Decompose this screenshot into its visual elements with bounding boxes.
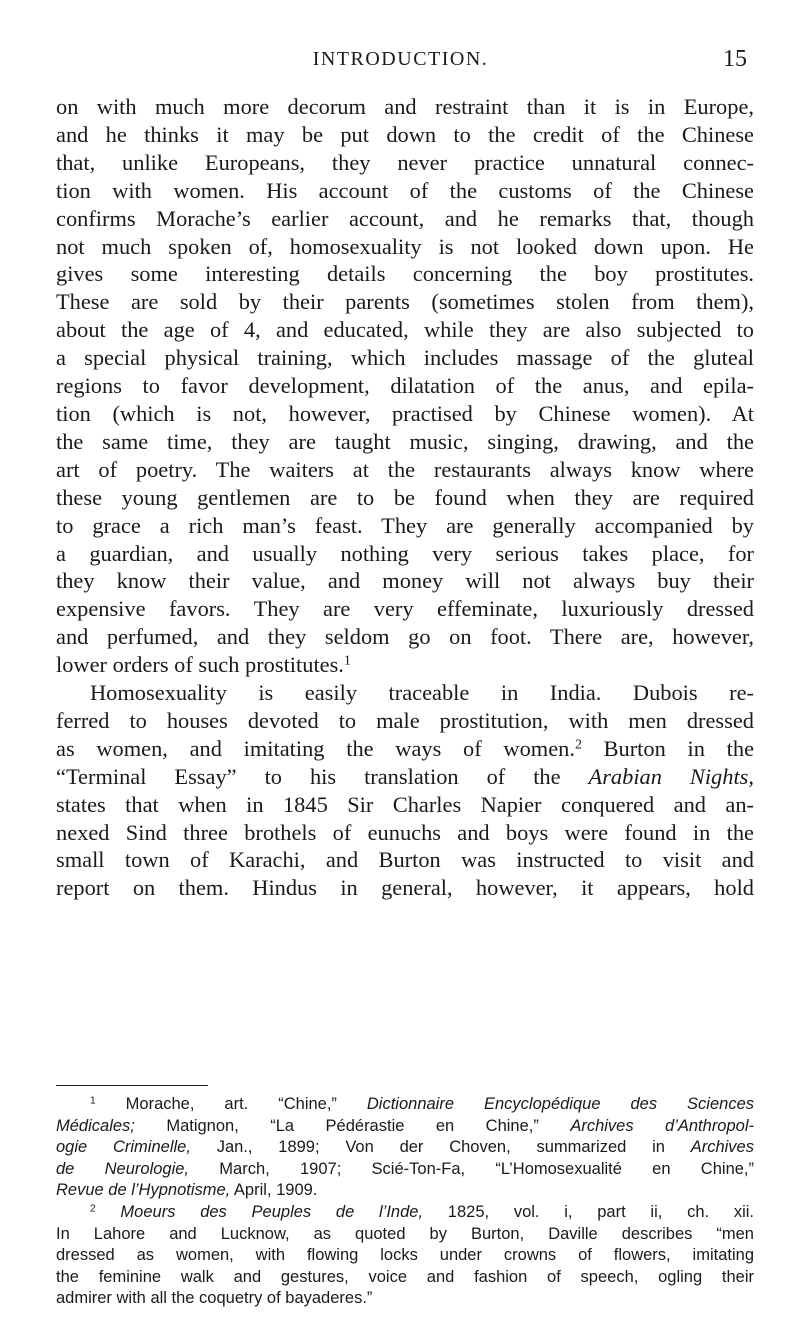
footnote-2 <box>56 1202 754 1224</box>
text-span: April, 1909. <box>230 1181 318 1200</box>
footnote-divider <box>56 1085 208 1086</box>
text-line: These are sold by their parents (sometimes stolen from them), <box>56 289 754 315</box>
book-title: Médicales; <box>56 1116 135 1135</box>
text-line <box>56 763 754 791</box>
footnote-line <box>56 1137 754 1159</box>
footnote-marker: 2 <box>90 1203 96 1215</box>
text-line: confirms Morache’s earlier account, and he remarks that, though <box>56 205 754 231</box>
footnote-line <box>56 1159 754 1181</box>
text-line: states that when in 1845 Sir Charles Napier conquered and an- <box>56 791 754 817</box>
text-span: Matignon, “La Pédérastie en Chine,” <box>134 1116 571 1135</box>
footnotes <box>56 1094 754 1310</box>
book-title: Moeurs des Peuples de l’Inde, <box>95 1202 424 1221</box>
text-line: a special physical training, which includes massage of the gluteal <box>56 345 754 371</box>
footnote-line: the feminine walk and gestures, voice and fashion of speech, ogling their <box>56 1267 754 1286</box>
book-title: de Neurologie, <box>56 1159 190 1178</box>
text-line: tion with women. His account of the customs of the Chinese <box>56 177 754 203</box>
text-line: the same time, they are taught music, singing, drawing, and the <box>56 428 754 454</box>
text-span: March, 1907; Scié-Ton-Fa, “L’Homosexualité en Chine,” <box>189 1159 754 1178</box>
text-span: Jan., 1899; Von der Choven, summarized in <box>190 1138 691 1157</box>
footnote-line: In Lahore and Lucknow, as quoted by Burton, Daville describes “men <box>56 1224 754 1243</box>
text-line: tion (which is not, however, practised by Chinese women). At <box>56 400 754 426</box>
text-line: that, unlike Europeans, they never practice unnatural connec- <box>56 149 754 175</box>
text-line: they know their value, and money will not always buy their <box>56 568 754 594</box>
text-span: lower orders of such prostitutes. <box>56 652 344 678</box>
text-span: as women, and imitating the ways of women. <box>56 735 575 761</box>
text-line: expensive favors. They are very effeminate, luxuriously dressed <box>56 596 754 622</box>
book-title: Revue de l’Hypnotisme, <box>56 1181 231 1200</box>
text-line: Homosexuality is easily traceable in India. Dubois re- <box>90 680 754 706</box>
text-line: gives some interesting details concerning the boy prostitutes. <box>56 261 754 287</box>
book-title: Archives <box>690 1138 754 1157</box>
text-line: and he thinks it may be put down to the credit of the Chinese <box>56 121 754 147</box>
body-text <box>56 93 754 902</box>
text-line: to grace a rich man’s feast. They are generally accompanied by <box>56 512 754 538</box>
footnote-ref-2[interactable]: 2 <box>574 737 582 753</box>
footnote-line: dressed as women, with flowing locks under crowns of flowers, imitating <box>56 1246 754 1265</box>
book-title: ogie Criminelle, <box>56 1138 191 1157</box>
text-line: art of poetry. The waiters at the restaurants always know where <box>56 456 754 482</box>
text-span: 1825, vol. i, part ii, ch. xii. <box>423 1202 754 1221</box>
book-title: Dictionnaire Encyclopédique des Sciences <box>366 1095 754 1113</box>
text-line: regions to favor development, dilatation of the anus, and epila- <box>56 373 754 399</box>
text-line: report on them. Hindus in general, however, it appears, hold <box>56 875 754 901</box>
text-span: Burton in the <box>581 735 755 761</box>
footnote-line <box>56 1116 754 1138</box>
text-span: Morache, art. “Chine,” <box>95 1095 367 1113</box>
text-line: on with much more decorum and restraint than it is in Europe, <box>56 94 754 119</box>
footnote-1 <box>56 1094 754 1116</box>
text-line: ferred to houses devoted to male prostitution, with men dressed <box>56 707 754 733</box>
page-number: 15 <box>723 46 747 72</box>
footnote-line: admirer with all the coquetry of bayaderes.” <box>56 1289 373 1308</box>
text-line: a guardian, and usually nothing very serious takes place, for <box>56 540 754 566</box>
text-line: small town of Karachi, and Burton was instructed to visit and <box>56 847 754 873</box>
book-title: Arabian Nights, <box>588 763 754 789</box>
page-header <box>0 46 801 78</box>
text-line: not much spoken of, homosexuality is not looked down upon. He <box>56 233 754 259</box>
footnote-ref-1[interactable]: 1 <box>343 653 351 669</box>
footnote-marker: 1 <box>90 1095 96 1107</box>
text-line <box>56 735 754 763</box>
text-line: and perfumed, and they seldom go on foot. There are, however, <box>56 624 754 650</box>
text-line: nexed Sind three brothels of eunuchs and boys were found in the <box>56 819 754 845</box>
footnote-line <box>56 1180 754 1202</box>
text-line: about the age of 4, and educated, while they are also subjected to <box>56 317 754 343</box>
book-title: Archives d’Anthropol- <box>570 1116 754 1135</box>
text-span: “Terminal Essay” to his translation of the <box>56 763 589 789</box>
running-title: INTRODUCTION. <box>312 48 489 70</box>
text-line <box>56 651 754 679</box>
text-line: these young gentlemen are to be found when they are required <box>56 484 754 510</box>
